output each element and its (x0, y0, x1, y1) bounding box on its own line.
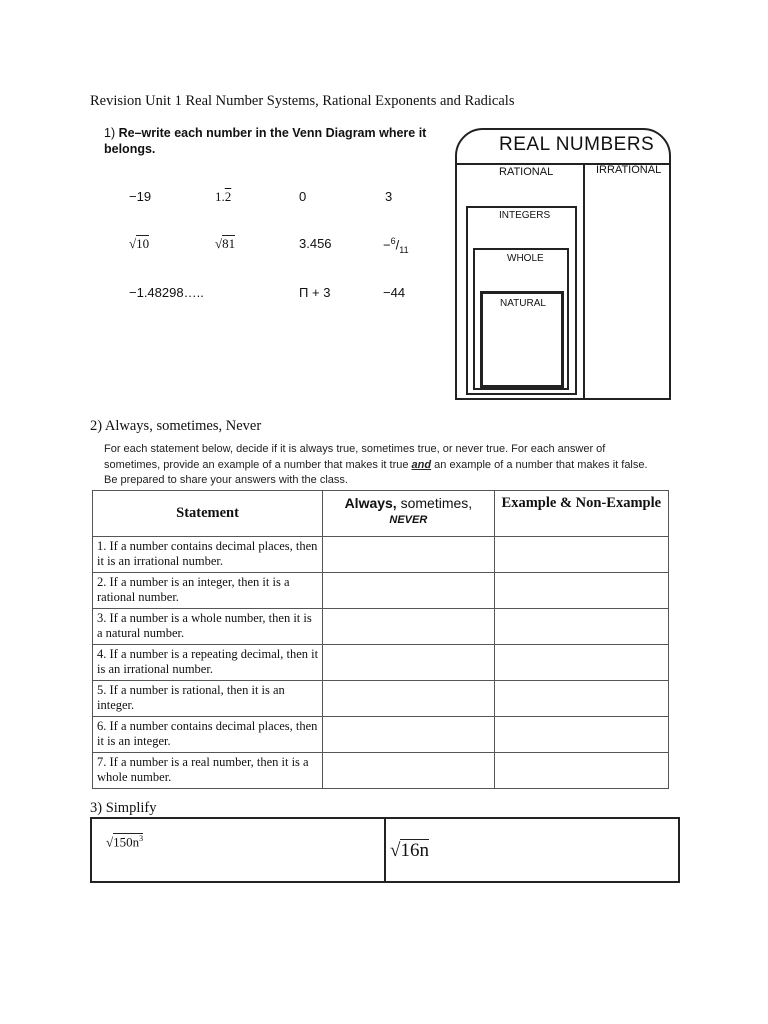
q3-heading: 3) Simplify (90, 800, 157, 816)
example-cell[interactable] (494, 645, 668, 681)
example-cell[interactable] (494, 537, 668, 573)
header-never: NEVER (389, 514, 428, 526)
q1-instruction-text: Re–write each number in the Venn Diagram where it belongs. (104, 126, 427, 156)
number-item: √81 (215, 236, 236, 251)
q2-instruction-and: and (411, 458, 432, 471)
radicand-1-exponent: 3 (139, 834, 144, 843)
statement-cell: 4. If a number is a repeating decimal, then it is an irrational number. (93, 645, 323, 681)
example-cell[interactable] (494, 681, 668, 717)
header-statement: Statement (93, 491, 323, 537)
example-cell[interactable] (494, 717, 668, 753)
answer-cell[interactable] (323, 753, 494, 789)
radical-expression-2[interactable] (390, 839, 429, 862)
radicand-1: 150n (113, 834, 140, 850)
whole-label: WHOLE (507, 253, 544, 264)
simplify-divider (384, 819, 386, 881)
number-item: 3 (385, 189, 393, 204)
number-item: √10 (129, 236, 150, 251)
header-always-sometimes-never (323, 491, 494, 537)
simplify-box (90, 817, 680, 883)
number-item: −19 (129, 189, 152, 204)
table-row (93, 609, 669, 645)
radicand-2: 16n (400, 840, 429, 861)
example-cell[interactable] (494, 609, 668, 645)
radical-expression-1[interactable] (106, 833, 143, 850)
integers-label: INTEGERS (499, 210, 551, 221)
answer-cell[interactable] (323, 717, 494, 753)
rational-label: RATIONAL (499, 166, 554, 178)
statement-cell: 5. If a number is rational, then it is an integer. (93, 681, 323, 717)
statement-cell: 7. If a number is a real number, then it is a whole number. (93, 753, 323, 789)
table-row (93, 753, 669, 789)
header-sometimes: sometimes, (396, 495, 473, 511)
number-item: Π + 3 (299, 285, 331, 300)
answer-cell[interactable] (323, 573, 494, 609)
answer-cell[interactable] (323, 537, 494, 573)
q2-heading: 2) Always, sometimes, Never (90, 418, 262, 434)
answer-cell[interactable] (323, 609, 494, 645)
number-item: 1.2 (215, 189, 232, 204)
statement-cell: 1. If a number contains decimal places, then it is an irrational number. (93, 537, 323, 573)
table-row (93, 717, 669, 753)
table-row (93, 537, 669, 573)
q2-instruction-part-2: an example of a number that makes it false. Be prepared to share your answers with the class. (104, 458, 648, 486)
number-item: $-^6/_{11}$ (383, 236, 409, 255)
answer-cell[interactable] (323, 645, 494, 681)
worksheet-title: Revision Unit 1 Real Number Systems, Rational Exponents and Radicals (90, 93, 515, 109)
q1-number: 1) (104, 126, 116, 140)
number-item: 0 (299, 189, 307, 204)
header-example: Example & Non-Example (494, 491, 668, 537)
q2-instruction (104, 442, 664, 489)
answer-cell[interactable] (323, 681, 494, 717)
statement-cell: 6. If a number contains decimal places, then it is an integer. (93, 717, 323, 753)
header-always: Always, (344, 495, 397, 511)
venn-diagram (455, 128, 671, 400)
table-row (93, 681, 669, 717)
irrational-label: IRRATIONAL (596, 164, 662, 176)
natural-label: NATURAL (500, 298, 546, 309)
number-item: −44 (383, 285, 406, 300)
radical-sign: √ (106, 834, 114, 850)
example-cell[interactable] (494, 573, 668, 609)
table-row (93, 573, 669, 609)
venn-title: REAL NUMBERS (499, 134, 655, 155)
q1-instruction (104, 125, 434, 157)
table-row (93, 645, 669, 681)
statement-cell: 2. If a number is an integer, then it is a rational number. (93, 573, 323, 609)
radical-sign: √ (390, 840, 401, 861)
statement-cell: 3. If a number is a whole number, then it is a natural number. (93, 609, 323, 645)
example-cell[interactable] (494, 753, 668, 789)
number-item: 3.456 (299, 236, 332, 251)
table-header-row (93, 491, 669, 537)
q2-instruction-part-1: For each statement below, decide if it is always true, sometimes true, or never true. For each answer of sometimes, provide an example of a number that makes it true (104, 443, 606, 471)
number-item: −1.48298….. (129, 285, 204, 300)
always-sometimes-never-table (92, 490, 669, 789)
